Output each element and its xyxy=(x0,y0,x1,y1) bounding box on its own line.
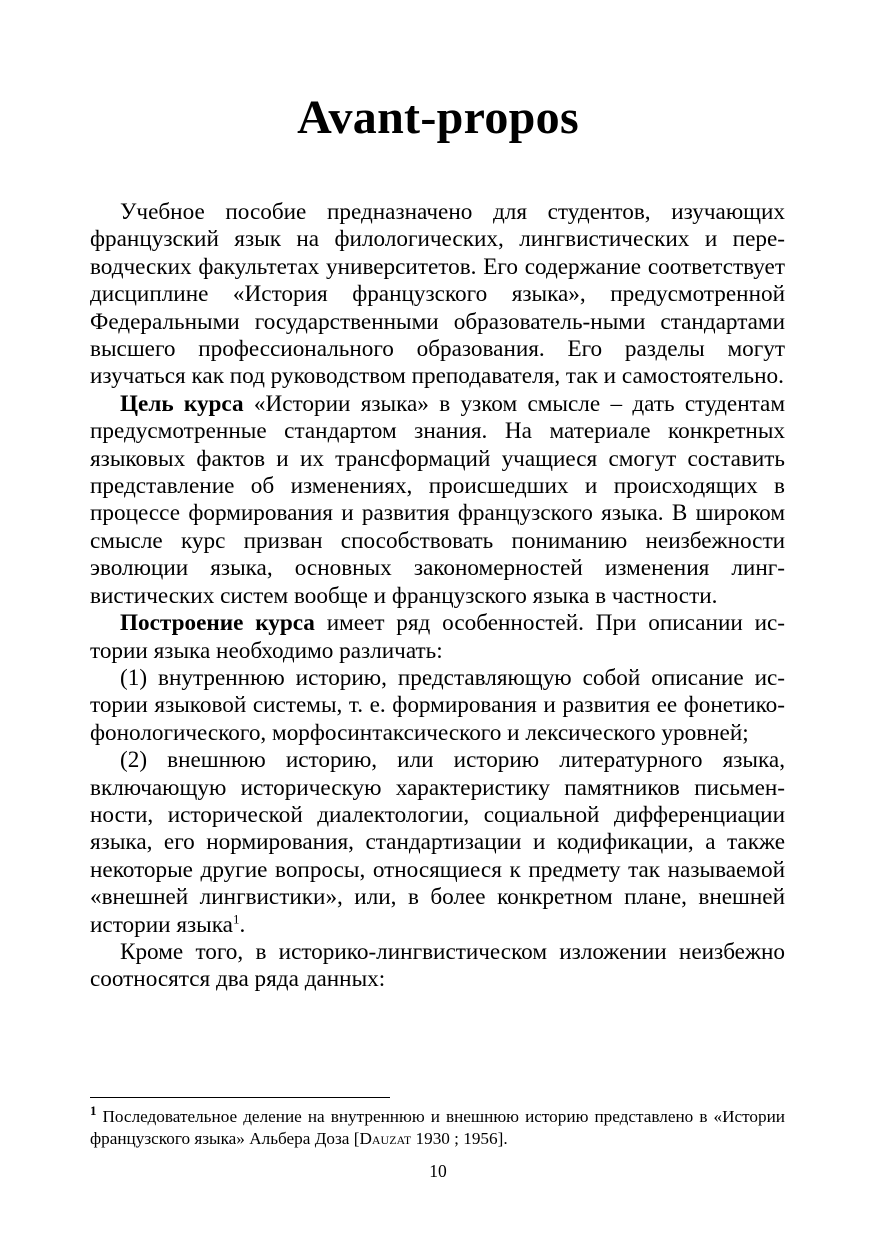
footnote-text: Последовательное деление на внутреннюю и внешнюю историю представлено в «Истории французского языка» Альбера Доза [ xyxy=(90,1107,785,1148)
footnote-mark: 1 xyxy=(90,1103,97,1119)
course-goal-heading: Цель курса xyxy=(120,390,244,417)
course-structure-heading: Построение курса xyxy=(120,610,315,637)
paragraph-course-goal xyxy=(90,391,785,610)
page-title: Avant-propos xyxy=(297,91,579,144)
footnote-author-rest: auzat xyxy=(371,1129,412,1148)
paragraph-intro: Учебное пособие предназначено для студентов, изучающих французский язык на филологических, лингвистических и переводческих факультетах университетов. Его содержание соответствует дисциплине «История французского языка», предусмотренной Федеральными государственными образователь-ными стандартами высшего профессионального образования. Его разделы могут изучаться как под руководством преподавателя, так и самостоятельно. xyxy=(90,199,785,390)
footnote-reference[interactable]: 1 xyxy=(232,910,240,926)
footnote-divider xyxy=(90,1097,390,1098)
body-text xyxy=(90,199,785,994)
footnote-author-initial: D xyxy=(359,1129,372,1148)
course-goal-text: «Истории языка» в узком смысле – дать студентам предусмотренные стандартом знания. На материале конкретных языковых фактов и их трансформаций учащиеся смогут составить представление об изменениях, происшедших и происходящих в процессе формирования и развития французского языка. В широком смысле курс призван способствовать пониманию неизбежности эволюции языка, основных закономерностей изменения лингвистических систем вообще и французского языка в частности. xyxy=(90,390,785,609)
external-history-text: (2) внешнюю историю, или историю литературного языка, включающую историческую характеристику памятников письменности, исторической диалектологии, социальной дифференциации языка, его нормирования, стандартизации и кодификации, а также некоторые другие вопросы, относящиеся к предмету так называемой «внешней лингвистики», или, в более конкретном плане, внешней истории языка xyxy=(90,747,785,938)
course-structure-text: имеет ряд особенностей. При описании истории языка необходимо различать: xyxy=(90,610,786,664)
footnote-citation-years: 1930 ; 1956]. xyxy=(411,1129,508,1148)
list-item-internal-history: (1) внутреннюю историю, представляющую собой описание истории языковой системы, т. е. формирования и развития ее фонетико-фонологического, морфосинтаксического и лексического уровней; xyxy=(90,664,785,746)
page-number: 10 xyxy=(429,1161,447,1181)
external-history-end: . xyxy=(239,911,246,938)
paragraph-two-data-series: Кроме того, в историко-лингвистическом изложении неизбежно соотносятся два ряда данных: xyxy=(90,938,785,993)
list-item-external-history xyxy=(90,747,785,939)
footnote xyxy=(90,1103,785,1150)
paragraph-course-structure xyxy=(90,610,785,665)
